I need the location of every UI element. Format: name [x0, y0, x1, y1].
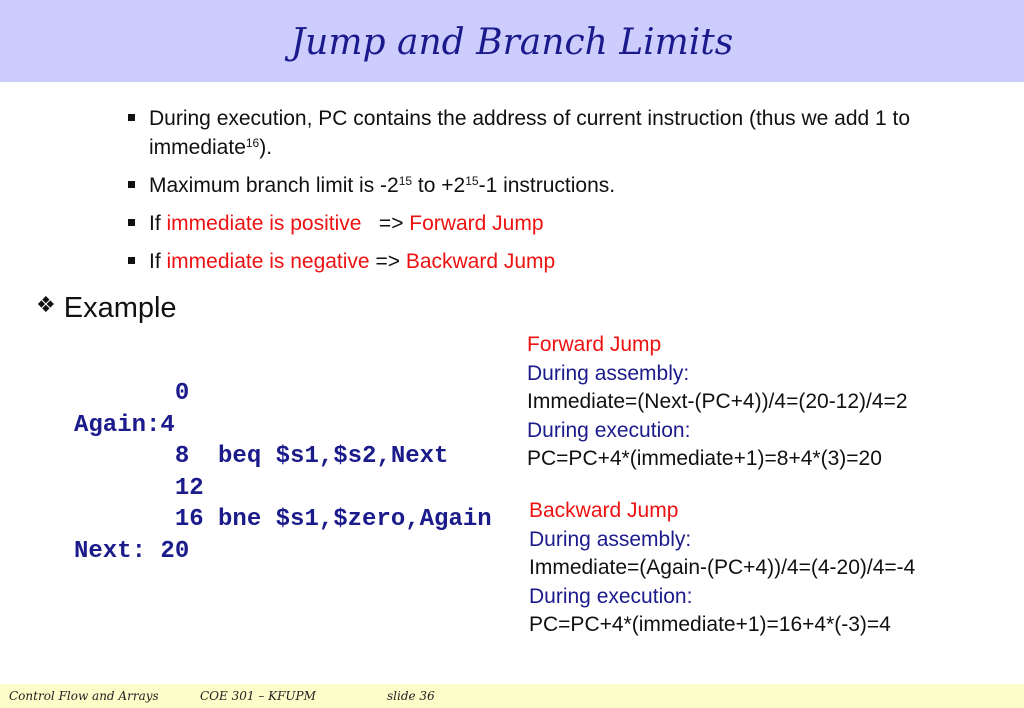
code-line: 8 beq $s1,$s2,Next [74, 443, 449, 470]
superscript: 15 [465, 174, 479, 188]
note-heading: Forward Jump [527, 333, 662, 356]
bullet-text-mid: to +2 [412, 174, 466, 197]
bullet-pc-address [128, 104, 998, 162]
square-bullet-icon [128, 257, 135, 264]
bullet-if: If [149, 250, 167, 273]
note-assembly-label: During assembly: [527, 361, 690, 385]
bullet-positive-immediate [128, 209, 998, 238]
code-line: 16 bne $s1,$zero,Again [74, 506, 492, 533]
diamond-bullet-icon: ❖ [36, 292, 56, 317]
forward-jump-note [527, 331, 908, 474]
bullet-branch-limit [128, 171, 998, 200]
bullet-text-end: -1 instructions. [478, 174, 616, 197]
example-heading-text: Example [63, 292, 177, 324]
superscript: 16 [245, 136, 260, 150]
superscript: 15 [398, 174, 413, 188]
note-execution-formula: PC=PC+4*(immediate+1)=16+4*(-3)=4 [529, 613, 891, 636]
note-assembly-formula: Immediate=(Again-(PC+4))/4=(4-20)/4=-4 [529, 556, 916, 579]
condition-text: immediate is negative [166, 250, 370, 273]
code-line: Again:4 [74, 411, 175, 439]
code-line: 0 [74, 380, 190, 407]
arrow-text: => [361, 212, 410, 235]
footer-slide-number: slide 36 [387, 689, 435, 703]
bullet-if: If [149, 212, 167, 235]
note-execution-formula: PC=PC+4*(immediate+1)=8+4*(3)=20 [527, 447, 882, 470]
result-text: Backward Jump [405, 250, 556, 273]
code-block [74, 378, 492, 567]
bullet-negative-immediate [128, 247, 998, 276]
arrow-text: => [369, 250, 406, 273]
title-bar [0, 0, 1024, 82]
note-execution-label: During execution: [529, 584, 693, 608]
footer-course: COE 301 – KFUPM [200, 689, 316, 703]
footer-topic: Control Flow and Arrays [9, 689, 159, 703]
note-assembly-formula: Immediate=(Next-(PC+4))/4=(20-12)/4=2 [527, 390, 908, 413]
note-execution-label: During execution: [527, 418, 691, 442]
square-bullet-icon [128, 181, 135, 188]
slide-footer [0, 684, 1024, 708]
example-heading [36, 288, 177, 325]
condition-text: immediate is positive [166, 212, 362, 235]
result-text: Forward Jump [409, 212, 544, 235]
square-bullet-icon [128, 114, 135, 121]
code-line: Next: 20 [74, 537, 190, 565]
backward-jump-note [529, 497, 915, 640]
code-line: 12 [74, 474, 204, 502]
slide-title: Jump and Branch Limits [290, 22, 734, 63]
bullet-list [128, 104, 998, 285]
bullet-text: Maximum branch limit is -2 [149, 174, 399, 197]
note-assembly-label: During assembly: [529, 527, 692, 551]
bullet-text-end: ). [259, 136, 273, 159]
square-bullet-icon [128, 219, 135, 226]
bullet-text: During execution, PC contains the address of current instruction (thus we add 1 to immediate [149, 107, 911, 159]
note-heading: Backward Jump [529, 499, 679, 522]
